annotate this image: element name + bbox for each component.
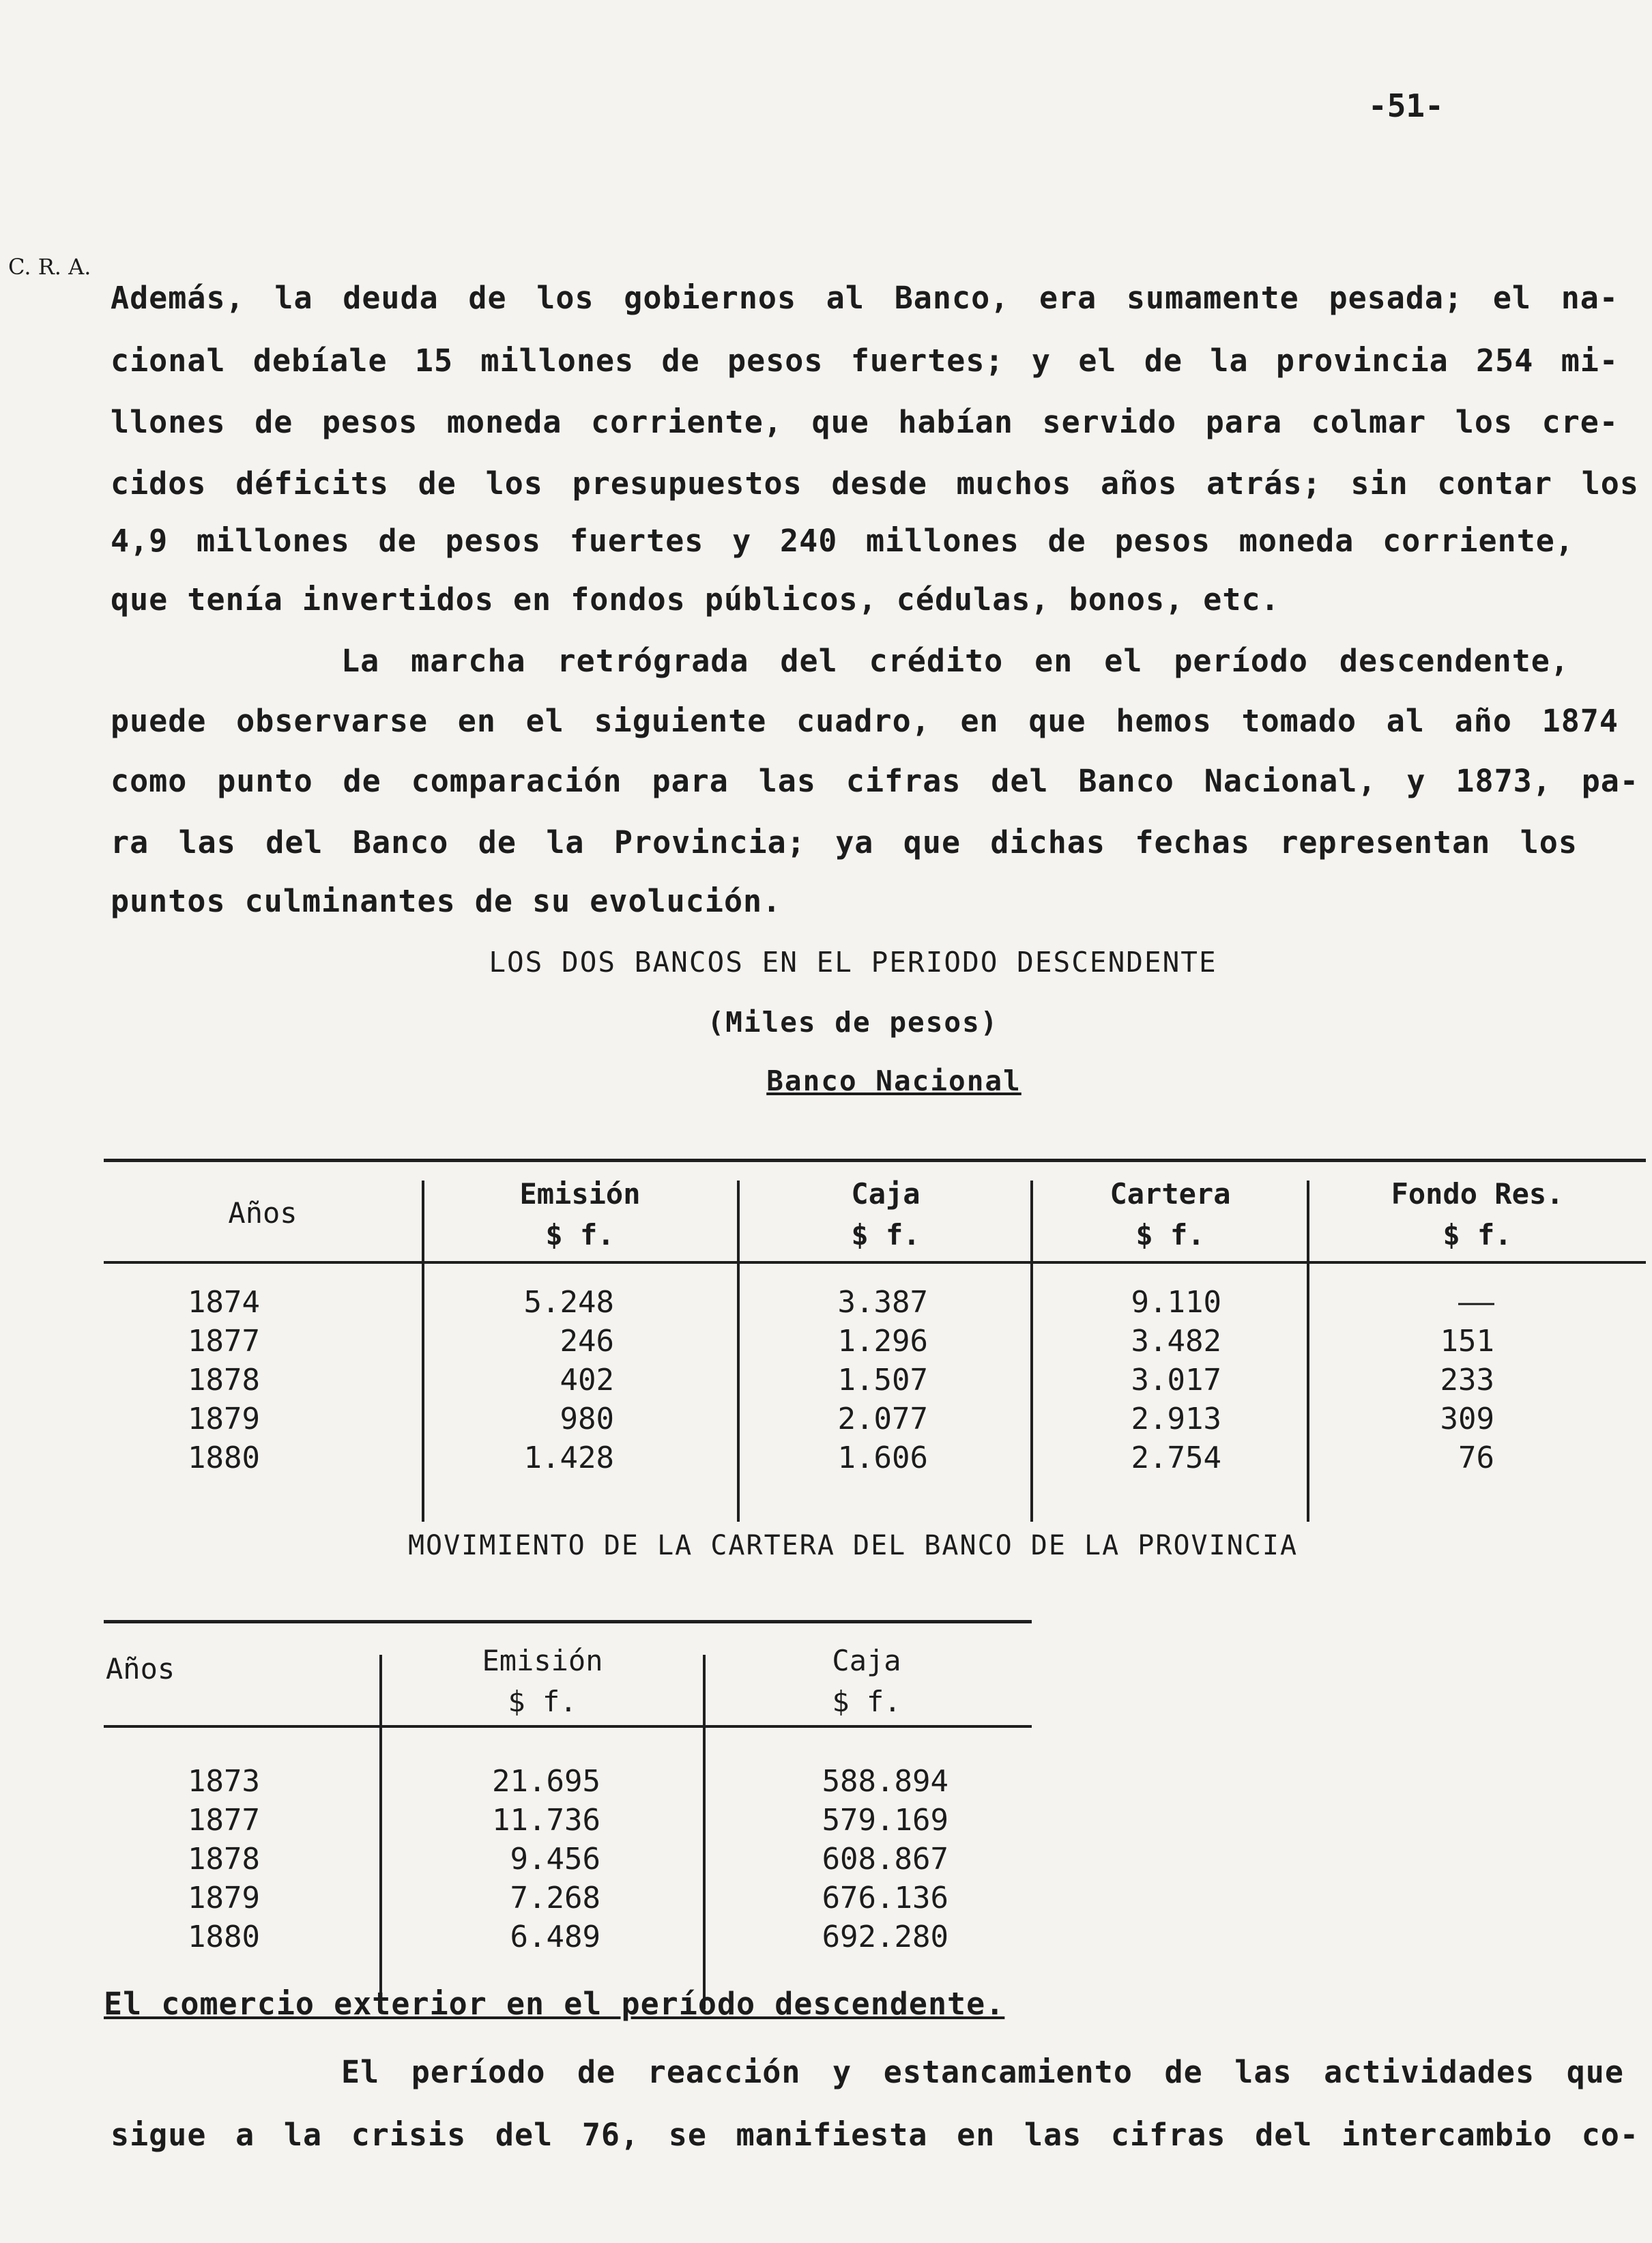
table1-cartera-cell: 3.482 — [1131, 1324, 1221, 1359]
para1-line-6: que tenía invertidos en fondos públicos, cédulas, bonos, etc. — [111, 581, 1280, 618]
para2-line-3: como punto de comparación para las cifras del Banco Nacional, y 1873, pa- — [111, 763, 1639, 799]
table2-year-cell: 1878 — [188, 1842, 260, 1877]
para2-line-2: puede observarse en el siguiente cuadro, en que hemos tomado al año 1874 — [111, 703, 1619, 739]
table1-header-rule — [104, 1261, 1646, 1264]
table1-header-emision: Emisión $ f. — [519, 1177, 641, 1251]
para2-line-5: puntos culminantes de su evolución. — [111, 883, 782, 919]
para2-line-1: La marcha retrógrada del crédito en el período descendente, — [341, 643, 1569, 679]
table1-cartera-cell: 2.913 — [1131, 1402, 1221, 1436]
table1-emision-cell: 980 — [560, 1402, 614, 1436]
table1-col-divider-1 — [422, 1181, 424, 1522]
table1-year-cell: 1878 — [188, 1363, 260, 1398]
table1-col-divider-3 — [1030, 1181, 1033, 1522]
table1-emision-cell: 5.248 — [523, 1285, 614, 1320]
table1-top-rule — [104, 1159, 1646, 1162]
table2-caja-cell: 692.280 — [822, 1920, 948, 1954]
table1-caja-cell: 3.387 — [837, 1285, 928, 1320]
table1-year-cell: 1874 — [188, 1285, 260, 1320]
table1-header-caja: Caja $ f. — [851, 1177, 921, 1251]
table1-year-cell: 1880 — [188, 1441, 260, 1475]
para1-line-1: Además, la deuda de los gobiernos al Banco, era sumamente pesada; el na- — [111, 280, 1619, 316]
table1-caja-cell: 1.606 — [837, 1441, 928, 1475]
margin-note: C. R. A. — [8, 254, 91, 280]
table2-caja-cell: 579.169 — [822, 1803, 948, 1838]
table1-col-divider-4 — [1307, 1181, 1309, 1522]
table-title: LOS DOS BANCOS EN EL PERIODO DESCENDENTE — [489, 946, 1217, 979]
table1-emision-cell: 246 — [560, 1324, 614, 1359]
table1-fondo-cell: —— — [1458, 1285, 1494, 1320]
para1-line-5: 4,9 millones de pesos fuertes y 240 millones de pesos moneda corriente, — [111, 523, 1574, 559]
table1-caja-cell: 2.077 — [837, 1402, 928, 1436]
table1-emision-cell: 1.428 — [523, 1441, 614, 1475]
para3-line-1: El período de reacción y estancamiento de las actividades que — [341, 2054, 1624, 2090]
table2-header-anos: Años — [106, 1652, 175, 1685]
table2-emision-cell: 21.695 — [492, 1764, 600, 1799]
para1-line-3: llones de pesos moneda corriente, que habían servido para colmar los cre- — [111, 404, 1619, 440]
table1-col-divider-2 — [737, 1181, 740, 1522]
table2-col-divider-1 — [379, 1655, 382, 2010]
table2-caja-cell: 588.894 — [822, 1764, 948, 1799]
table2-header-rule — [104, 1725, 1032, 1728]
table2-header-caja: Caja $ f. — [832, 1644, 901, 1718]
table1-year-cell: 1879 — [188, 1402, 260, 1436]
table1-header-cartera: Cartera $ f. — [1110, 1177, 1231, 1251]
page-number: -51- — [1368, 87, 1444, 124]
table1-year-cell: 1877 — [188, 1324, 260, 1359]
table2-year-cell: 1880 — [188, 1920, 260, 1954]
table1-header-fondo: Fondo Res. $ f. — [1391, 1177, 1564, 1251]
para1-line-4: cidos déficits de los presupuestos desde muchos años atrás; sin contar los — [111, 465, 1639, 502]
para1-line-2: cional debíale 15 millones de pesos fuertes; y el de la provincia 254 mi- — [111, 343, 1619, 379]
table1-emision-cell: 402 — [560, 1363, 614, 1398]
table2-header-emision: Emisión $ f. — [482, 1644, 603, 1718]
para3-line-2: sigue a la crisis del 76, se manifiesta en las cifras del intercambio co- — [111, 2117, 1639, 2153]
section-heading: El comercio exterior en el período descendente. — [104, 1986, 1005, 2022]
para2-line-4: ra las del Banco de la Provincia; ya que dichas fechas representan los — [111, 824, 1578, 860]
table-subtitle: (Miles de pesos) — [707, 1006, 999, 1039]
table2-caja-cell: 608.867 — [822, 1842, 948, 1877]
table1-fondo-cell: 151 — [1440, 1324, 1494, 1359]
table2-year-cell: 1879 — [188, 1881, 260, 1915]
table2-col-divider-2 — [703, 1655, 706, 2010]
table1-header-anos: Años — [228, 1196, 298, 1230]
table1-fondo-cell: 76 — [1458, 1441, 1494, 1475]
table2-heading: MOVIMIENTO DE LA CARTERA DEL BANCO DE LA PROVINCIA — [407, 1530, 1299, 1561]
table1-cartera-cell: 3.017 — [1131, 1363, 1221, 1398]
table1-heading: Banco Nacional — [766, 1065, 1021, 1097]
table2-top-rule — [104, 1620, 1032, 1623]
table2-emision-cell: 7.268 — [510, 1881, 600, 1915]
table2-caja-cell: 676.136 — [822, 1881, 948, 1915]
table1-caja-cell: 1.296 — [837, 1324, 928, 1359]
table1-fondo-cell: 309 — [1440, 1402, 1494, 1436]
table1-cartera-cell: 2.754 — [1131, 1441, 1221, 1475]
table2-emision-cell: 6.489 — [510, 1920, 600, 1954]
table2-year-cell: 1877 — [188, 1803, 260, 1838]
table2-year-cell: 1873 — [188, 1764, 260, 1799]
table2-emision-cell: 9.456 — [510, 1842, 600, 1877]
table2-emision-cell: 11.736 — [492, 1803, 600, 1838]
table1-cartera-cell: 9.110 — [1131, 1285, 1221, 1320]
table1-fondo-cell: 233 — [1440, 1363, 1494, 1398]
table1-caja-cell: 1.507 — [837, 1363, 928, 1398]
